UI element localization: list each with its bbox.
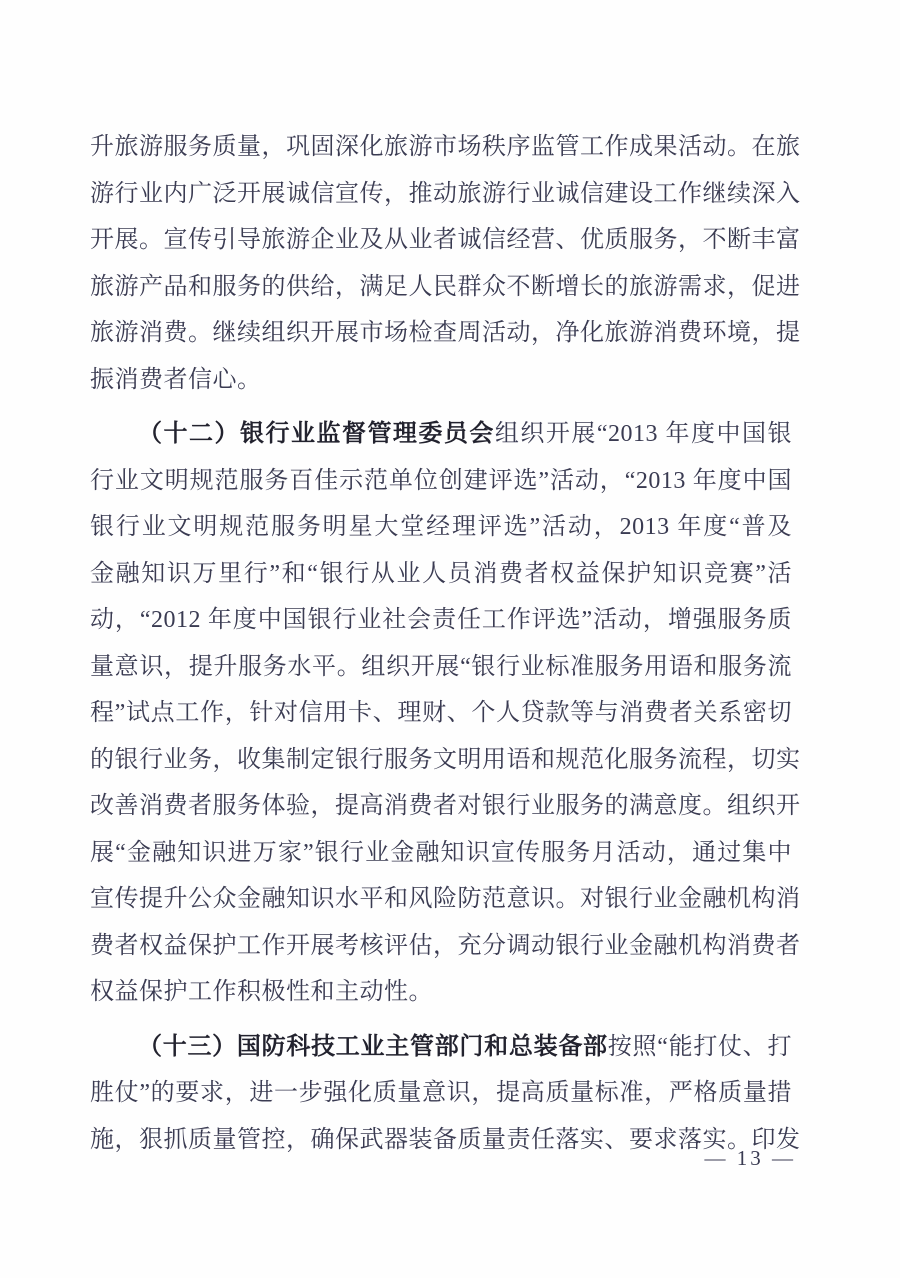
text-line: 行业文明规范服务百佳示范单位创建评选”活动，“2013 年度中国 xyxy=(90,467,792,494)
text-line: 改善消费者服务体验，提高消费者对银行业服务的满意度。组织开 xyxy=(90,793,801,819)
paragraph-12-banking-regulatory-commission xyxy=(90,411,801,1016)
paragraph-13-defense-industry xyxy=(90,1024,801,1164)
text-line: （十三）国防科技工业主管部门和总装备部按照“能打仗、打 xyxy=(138,1033,793,1060)
text-line: 胜仗”的要求，进一步强化质量意识，提高质量标准，严格质量措 xyxy=(90,1080,792,1106)
text-line: 权益保护工作积极性和主动性。 xyxy=(90,979,433,1005)
text-line: 程”试点工作，针对信用卡、理财、个人贷款等与消费者关系密切 xyxy=(90,700,792,726)
text-line: 施，狠抓质量管控，确保武器装备质量责任落实、要求落实。印发 xyxy=(90,1126,801,1153)
text-line: 的银行业务，收集制定银行服务文明用语和规范化服务流程，切实 xyxy=(90,746,801,773)
text-line: 旅游产品和服务的供给，满足人民群众不断增长的旅游需求，促进 xyxy=(90,273,801,300)
text-line: 振消费者信心。 xyxy=(90,366,262,393)
section-heading: （十二）银行业监督管理委员会 xyxy=(138,421,495,447)
text-line: 旅游消费。继续组织开展市场检查周活动，净化旅游消费环境，提 xyxy=(90,320,801,346)
page-number: — 13 — xyxy=(704,1146,796,1170)
text-line: 升旅游服务质量，巩固深化旅游市场秩序监管工作成果活动。在旅 xyxy=(90,134,801,160)
text-line: 费者权益保护工作开展考核评估，充分调动银行业金融机构消费者 xyxy=(90,932,801,959)
text-line: 银行业文明规范服务明星大堂经理评选”活动，2013 年度“普及 xyxy=(90,514,792,540)
text-line: 游行业内广泛开展诚信宣传，推动旅游行业诚信建设工作继续深入 xyxy=(90,180,801,207)
paragraph-tourism-continuation xyxy=(90,124,801,403)
text-line: 金融知识万里行”和“银行从业人员消费者权益保护知识竞赛”活 xyxy=(90,560,792,587)
text-line: 动，“2012 年度中国银行业社会责任工作评选”活动，增强服务质 xyxy=(90,607,792,633)
section-heading: （十三）国防科技工业主管部门和总装备部 xyxy=(138,1033,608,1060)
body-text xyxy=(90,124,801,1171)
text-line: （十二）银行业监督管理委员会组织开展“2013 年度中国银 xyxy=(138,421,792,447)
text-line: 展“金融知识进万家”银行业金融知识宣传服务月活动，通过集中 xyxy=(90,839,792,866)
text-line: 量意识，提升服务水平。组织开展“银行业标准服务用语和服务流 xyxy=(90,653,792,680)
text-line: 宣传提升公众金融知识水平和风险防范意识。对银行业金融机构消 xyxy=(90,886,801,912)
text-line: 开展。宣传引导旅游企业及从业者诚信经营、优质服务，不断丰富 xyxy=(90,227,801,253)
